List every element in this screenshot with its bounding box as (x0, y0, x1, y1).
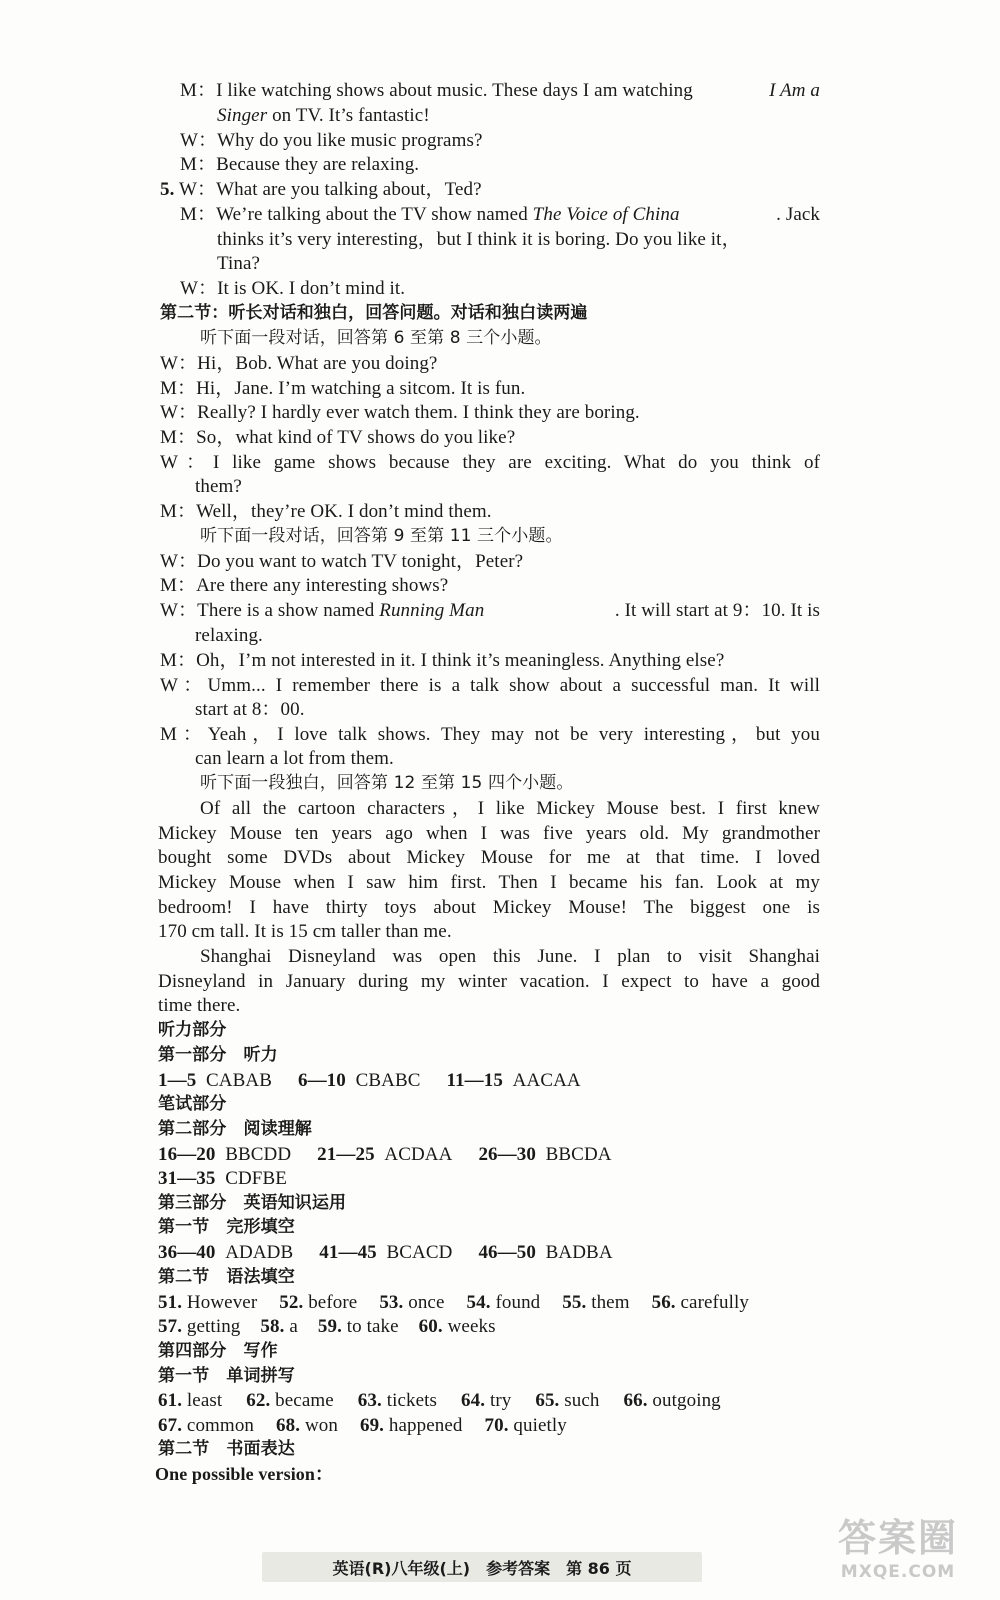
dialogue-line: M：Are there any interesting shows? (160, 575, 449, 596)
watermark-url: MXQE.COM (840, 1561, 956, 1582)
heading-written: 笔试部分 (158, 1094, 227, 1114)
monologue-line: Disneyland in January during my winter vacation. I expect to have a good (158, 971, 820, 992)
monologue-line: bedroom! I have thirty toys about Mickey Mouse! The biggest one is (158, 897, 820, 918)
monologue-line: Shanghai Disneyland was open this June. I plan to visit Shanghai (200, 946, 820, 967)
dialogue-line: start at 8：00. (195, 699, 305, 720)
section-intro: 听下面一段对话，回答第 6 至第 8 三个小题。 (200, 328, 552, 348)
dialogue-line: Tina? (217, 253, 261, 274)
dialogue-line: M：We’re talking about the TV show named The Voice of China . Jack (180, 204, 820, 225)
page-footer: 英语(R)八年级(上) 参考答案 第 86 页 (262, 1552, 702, 1582)
dialogue-line: W：Really? I hardly ever watch them. I think they are boring. (160, 402, 640, 423)
heading-part3: 第三部分 英语知识运用 (158, 1193, 347, 1213)
dialogue-line: M：Hi，Jane. I’m watching a sitcom. It is fun. (160, 378, 526, 399)
dialogue-line: M：So，what kind of TV shows do you like? (160, 427, 516, 448)
answer-row: 31—35 CDFBE (158, 1168, 287, 1189)
watermark-text: 答案圈 (837, 1515, 958, 1560)
monologue-line: Mickey Mouse ten years ago when I was five years old. My grandmother (158, 823, 820, 844)
section-heading: 第二节：听长对话和独白，回答问题。对话和独白读两遍 (160, 303, 588, 323)
dialogue-line: M：Well，they’re OK. I don’t mind them. (160, 501, 492, 522)
monologue-line: Of all the cartoon characters，I like Mickey Mouse best. I first knew (200, 798, 820, 819)
dialogue-line: relaxing. (195, 625, 263, 646)
dialogue-line: M：Yeah，I love talk shows. They may not be very interesting，but you (160, 724, 820, 745)
section-intro: 听下面一段对话，回答第 9 至第 11 三个小题。 (200, 526, 563, 546)
dialogue-line: thinks it’s very interesting，but I think it is boring. Do you like it， (217, 229, 741, 250)
answer-row: 57. getting 58. a 59. to take 60. weeks (158, 1316, 496, 1337)
heading-part2: 第二部分 阅读理解 (158, 1119, 312, 1139)
answer-row: 36—40 ADADB 41—45 BCACD 46—50 BADBA (158, 1242, 613, 1263)
section-intro: 听下面一段独白，回答第 12 至第 15 四个小题。 (200, 773, 574, 793)
monologue-line: Mickey Mouse when I saw him first. Then I became his fan. Look at my (158, 872, 820, 893)
dialogue-line: W：There is a show named Running Man . It will start at 9：10. It is (160, 600, 820, 621)
dialogue-line: them? (195, 476, 242, 497)
possible-version-label: One possible version： (155, 1464, 334, 1484)
heading-part1: 第一部分 听力 (158, 1045, 278, 1065)
answer-row: 51. However 52. before 53. once 54. found 55. them 56. carefully (158, 1292, 749, 1313)
heading-cloze: 第一节 完形填空 (158, 1217, 295, 1237)
answer-row: 67. common 68. won 69. happened 70. quietly (158, 1415, 567, 1436)
heading-part4: 第四部分 写作 (158, 1341, 278, 1361)
monologue-line: bought some DVDs about Mickey Mouse for me at that time. I loved (158, 847, 820, 868)
dialogue-line: W：I like game shows because they are exciting. What do you think of (160, 452, 820, 473)
monologue-line: 170 cm tall. It is 15 cm taller than me. (158, 921, 452, 942)
answer-row: 61. least 62. became 63. tickets 64. try 65. such 66. outgoing (158, 1390, 721, 1411)
dialogue-line: W：Hi，Bob. What are you doing? (160, 353, 438, 374)
watermark-logo (818, 1500, 978, 1588)
answer-row: 16—20 BBCDD 21—25 ACDAA 26—30 BBCDA (158, 1144, 612, 1165)
dialogue-line: 5. W：What are you talking about，Ted? (160, 179, 482, 200)
answer-row: 1—5 CABAB 6—10 CBABC 11—15 AACAA (158, 1070, 581, 1091)
heading-writing: 第二节 书面表达 (158, 1439, 295, 1459)
heading-listening: 听力部分 (158, 1020, 227, 1040)
dialogue-line: W：It is OK. I don’t mind it. (180, 278, 406, 299)
monologue-line: time there. (158, 995, 241, 1016)
dialogue-line: M：Because they are relaxing. (180, 154, 420, 175)
dialogue-line: Singer on TV. It’s fantastic! (217, 105, 430, 126)
dialogue-line: W：Do you want to watch TV tonight，Peter? (160, 551, 524, 572)
heading-grammar: 第二节 语法填空 (158, 1267, 295, 1287)
dialogue-line: M：Oh，I’m not interested in it. I think it’s meaningless. Anything else? (160, 650, 725, 671)
dialogue-line: M：I like watching shows about music. These days I am watching I Am a (180, 80, 820, 101)
dialogue-line: W：Umm... I remember there is a talk show about a successful man. It will (160, 675, 820, 696)
dialogue-line: can learn a lot from them. (195, 748, 394, 769)
dialogue-line: W：Why do you like music programs? (180, 130, 483, 151)
heading-spelling: 第一节 单词拼写 (158, 1366, 295, 1386)
